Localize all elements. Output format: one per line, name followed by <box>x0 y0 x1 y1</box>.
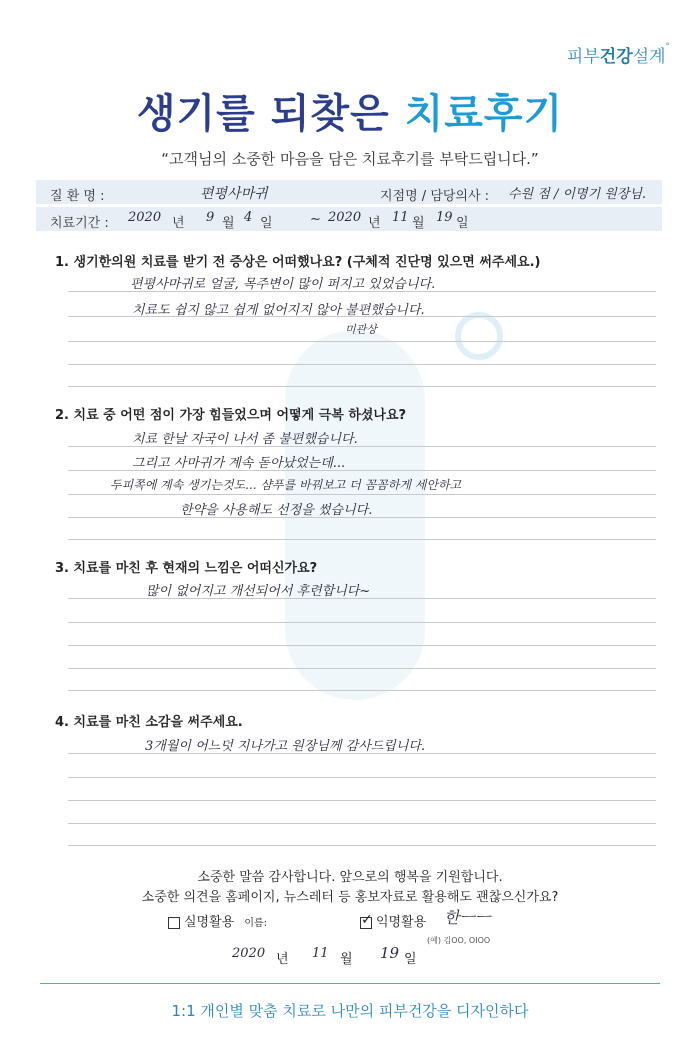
question-1: 1. 생기한의원 치료를 받기 전 증상은 어떠했나요? (구체적 진단명 있으면 써주세요.) <box>55 255 541 270</box>
anon-checkbox[interactable] <box>360 911 373 929</box>
branch-label: 지점명 / 담당의사 : <box>380 189 490 204</box>
real-name-checkbox[interactable] <box>168 917 180 929</box>
branch-value: 수원 점 / 이명기 원장님. <box>508 187 647 202</box>
q3-answer-1: 많이 없어지고 개선되어서 후련합니다~ <box>146 584 371 599</box>
q2-answer-3: 두피쪽에 계속 생기는것도... 샴푸를 바꿔보고 더 꼼꼼하게 세안하고 <box>110 478 462 492</box>
unit-year-1: 년 <box>172 216 185 231</box>
real-name-label: 실명활용 <box>184 915 235 930</box>
brand-prefix: 피부 <box>566 47 600 67</box>
answer-line <box>68 517 656 518</box>
unit-month-1: 월 <box>222 216 235 231</box>
q1-answer-3: 미관상 <box>345 323 377 336</box>
period-label: 치료기간 : <box>50 216 109 231</box>
answer-line <box>68 622 656 623</box>
sign-unit-month: 월 <box>340 952 353 967</box>
answer-line <box>68 845 656 846</box>
answer-line <box>68 777 656 778</box>
answer-line <box>68 386 656 387</box>
end-day: 19 <box>436 210 453 225</box>
unit-year-2: 년 <box>368 216 381 231</box>
answer-line <box>68 291 656 292</box>
check-mark-icon: ✓ <box>361 911 373 928</box>
answer-line <box>68 823 656 824</box>
sign-unit-year: 년 <box>276 952 289 967</box>
question-2: 2. 치료 중 어떤 점이 가장 힘들었으며 어떻게 극복 하셨나요? <box>55 408 407 423</box>
end-month: 11 <box>392 210 409 225</box>
answer-line <box>68 753 656 754</box>
sign-month: 11 <box>312 946 329 961</box>
question-3: 3. 치료를 마친 후 현재의 느낌은 어떠신가요? <box>55 561 318 576</box>
name-example: (예) 김OO, OIOO <box>427 936 491 945</box>
sign-day: 19 <box>380 944 400 962</box>
answer-line <box>68 539 656 540</box>
unit-month-2: 월 <box>412 216 425 231</box>
q4-answer-1: 3개월이 어느덧 지나가고 원장님께 감사드립니다. <box>145 739 426 754</box>
q2-answer-2: 그리고 사마귀가 계속 돋아났었는데... <box>132 456 346 471</box>
answer-line <box>68 446 656 447</box>
disease-value: 편평사마귀 <box>200 186 268 202</box>
question-4: 4. 치료를 마친 소감을 써주세요. <box>55 715 243 730</box>
answer-line <box>68 470 656 471</box>
closing-line-2: 소중한 의견을 홈페이지, 뉴스레터 등 홍보자료로 활용해도 괜찮으신가요? <box>141 890 559 905</box>
start-month: 9 <box>206 210 215 225</box>
brand-mark: ° <box>665 42 670 52</box>
start-year: 2020 <box>128 210 162 225</box>
page-title <box>0 82 700 139</box>
name-label: 이름: <box>244 918 268 929</box>
sign-unit-day: 일 <box>404 952 417 967</box>
answer-line <box>68 645 656 646</box>
brand-suffix: 설계 <box>632 47 666 67</box>
anon-value: 한ㅡㅡ <box>444 908 491 927</box>
answer-line <box>68 316 656 317</box>
q2-answer-4: 한약을 사용해도 선정을 썼습니다. <box>180 503 373 518</box>
brand-logo <box>567 42 670 67</box>
q1-answer-2: 치료도 쉽지 않고 쉽게 없어지지 않아 불편했습니다. <box>132 303 425 318</box>
unit-day-1: 일 <box>260 216 273 231</box>
title-accent: 치료후기 <box>404 91 564 137</box>
answer-line <box>68 494 656 495</box>
end-year: 2020 <box>328 210 362 225</box>
unit-day-2: 일 <box>456 216 469 231</box>
footer-slogan: 1:1 개인별 맞춤 치료로 나만의 피부건강을 디자인하다 <box>171 1002 529 1020</box>
answer-line <box>68 690 656 691</box>
footer-divider <box>40 983 660 984</box>
sign-year: 2020 <box>232 946 266 961</box>
q1-answer-1: 편평사마귀로 얼굴, 목주변이 많이 퍼지고 있었습니다. <box>130 277 436 292</box>
disease-label: 질 환 명 : <box>50 189 105 204</box>
answer-line <box>68 341 656 342</box>
q2-answer-1: 치료 한날 자국이 나서 좀 불편했습니다. <box>132 432 358 447</box>
page-subtitle: “고객님의 소중한 마음을 담은 치료후기를 부탁드립니다.” <box>161 150 539 168</box>
answer-line <box>68 800 656 801</box>
anon-option[interactable] <box>360 911 426 930</box>
start-day: 4 <box>244 210 253 225</box>
answer-line <box>68 364 656 365</box>
anon-label: 익명활용 <box>376 915 427 930</box>
answer-line <box>68 598 656 599</box>
brand-bold: 건강 <box>599 47 633 67</box>
answer-line <box>68 668 656 669</box>
closing-line-1: 소중한 말씀 감사합니다. 앞으로의 행복을 기원합니다. <box>197 870 503 885</box>
period-tilde: ~ <box>310 212 321 227</box>
watermark-circle <box>455 312 503 360</box>
title-main: 생기를 되찾은 <box>136 91 405 137</box>
real-name-option[interactable] <box>168 911 267 930</box>
